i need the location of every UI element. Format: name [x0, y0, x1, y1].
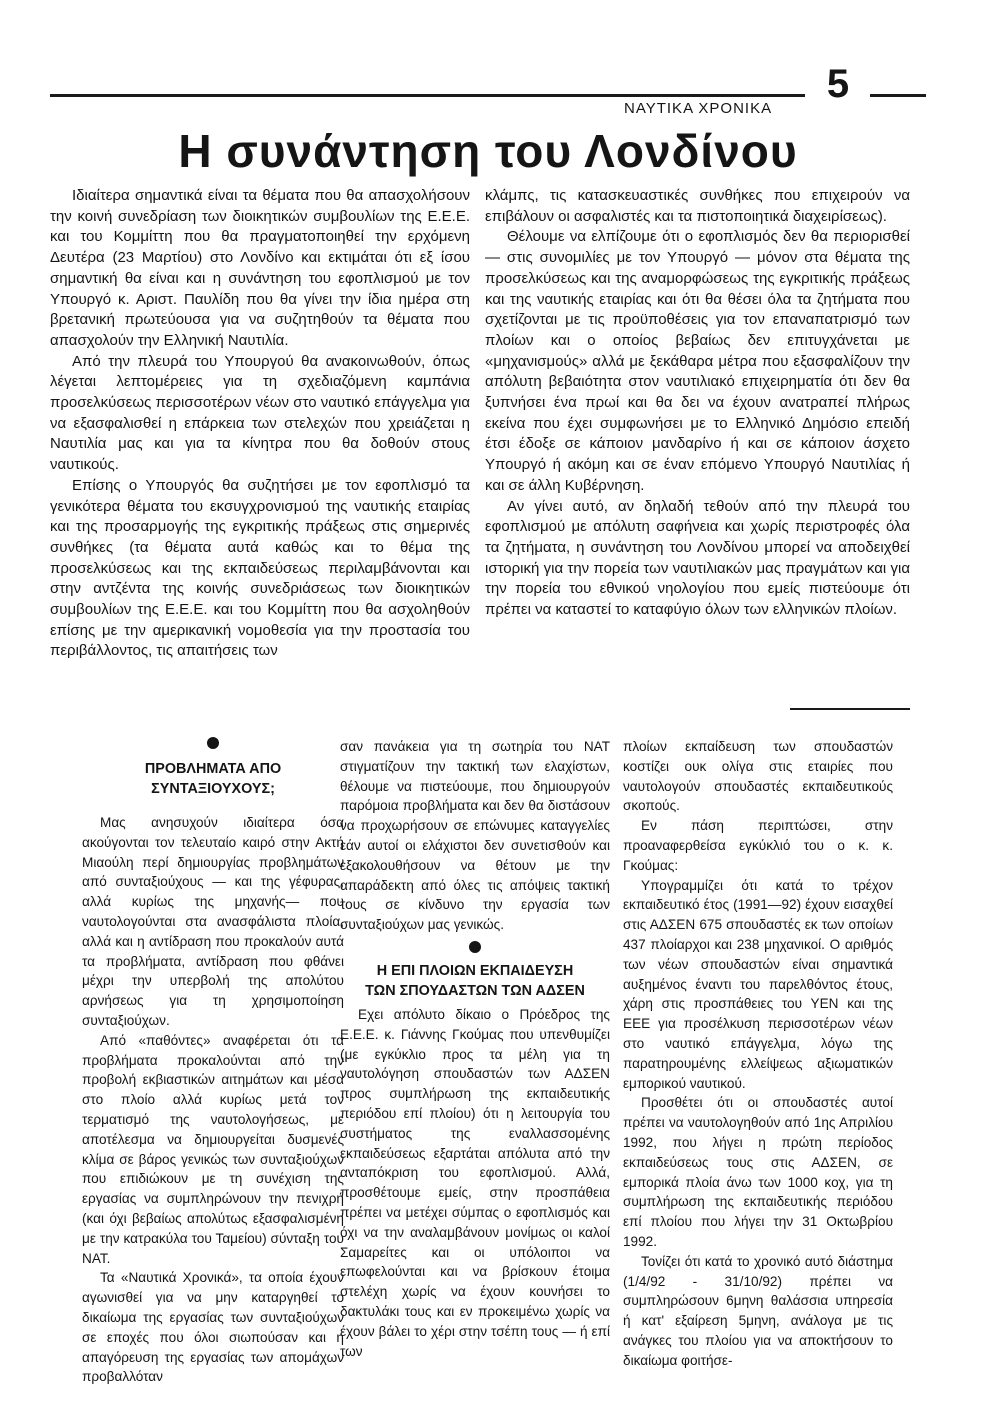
middle-column	[340, 737, 610, 1361]
lead-article-column-left	[50, 186, 470, 662]
article-paragraph: Εχει απόλυτο δίκαιο ο Πρόεδρος της Ε.Ε.Ε. κ. Γιάννης Γκούμας που υπενθυμίζει (με εγκύκλιο προς τα μέλη για τη ναυτολόγηση σπουδαστών των ΑΔΣΕΝ προς συμπλήρωση της εκπαιδευτικής περιόδου επί πλοίου) ότι η λειτουργία του συστήματος της εναλλασσομένης εκπαιδεύσεως εξαρτάται απόλυτα από την ανταπόκριση του εφοπλισμού. Αλλά, προσθέτουμε εμείς, στην προσπάθεια πρέπει να μετέχει σύμπας ο εφοπλισμός και όχι να την αναλαμβάνουν μονίμως οι καλοί Σαμαρείτες και οι υπόλοιποι να επωφελούνται και να βρίσκουν έτοιμα στελέχη χωρίς να έχουν κουνήσει το δακτυλάκι τους και εν προκειμένω χωρίς να έχουν βάλει το χέρι στην τσέπη τους — ή επί των	[340, 1006, 610, 1359]
section-heading-pensioners	[82, 759, 344, 799]
article-paragraph: Θέλουμε να ελπίζουμε ότι ο εφοπλισμός δεν θα περιορισθεί — στις συνομιλίες με τον Υπουργό — μόνον στα θέματα της προσελκύσεως και της αναμορφώσεως της εγκριτικής πράξεως και της ναυτικής εταιρίας και ότι θα θέσει όλα τα ζητήματα που σχετίζονται με τις προϋποθέσεις για τον επαναπατρισμό των πλοίων και ο οποίος βεβαίως δεν επιτυγχάνεται με «μηχανισμούς» αλλά με ξεκάθαρα μέτρα που εξασφαλίζουν την απόλυτη βεβαιότητα στον ναυτιλιακό επιχειρηματία ότι δεν θα ξυπνήσει ένα πρωί και θα δει να έχουν ανατραπεί πλήρως εκείνα που έχει συμφωνήσει με το Ελληνικό Δημόσιο επειδή έτσι έδοξε σε κάποιον μανδαρίνο ή και σε κάποιον άσχετο Υπουργό ή ακόμη και σε έναν επόμενο Υπουργό Ναυτιλίας ή και σε άλλη Κυβέρνηση.	[485, 228, 910, 494]
article-paragraph: Από «παθόντες» αναφέρεται ότι τα προβλήματα προκαλούνται από την προβολή εκβιαστικών αιτημάτων και μέσα στο πλοίο αλλά κυρίως μετά τον τερματισμό της ναυτολογήσεως, με αποτέλεσμα να δημιουργείται δυσμενές κλίμα σε βάρος γενικώς των συνταξιούχων που επιδιώκουν με τη συνέχιση της εργασίας να συμπληρώνουν την πενιχρή (και όχι βεβαίως απολύτως εξασφαλισμένη με την κατρακύλα του Ταμείου) σύνταξη του ΝΑΤ.	[82, 1032, 344, 1266]
section-heading-cadets	[340, 961, 610, 1001]
article-paragraph: Εν πάση περιπτώσει, στην προαναφερθείσα εγκύκλιό του ο κ. κ. Γκούμας:	[623, 818, 893, 873]
section-heading-line: Η ΕΠΙ ΠΛΟΙΩΝ ΕΚΠΑΙΔΕΥΣΗ	[376, 962, 574, 979]
article-paragraph: Τονίζει ότι κατά το χρονικό αυτό διάστημα (1/4/92 - 31/10/92) πρέπει να συμπληρώσουν 6μηνη θαλάσσια υπηρεσία ή κατ' εξαίρεση 5μηνη, ανάλογα με τις ανάγκες του πλοίου για να αποκτήσουν το δικαίωμα φοιτήσε-	[623, 1253, 893, 1368]
article-paragraph: πλοίων εκπαίδευση των σπουδαστών κοστίζει ουκ ολίγα στις εταιρίες που ναυτολογούν σπουδαστές εκπαιδευτικούς σκοπούς.	[623, 739, 893, 814]
section-heading-line: ΤΩΝ ΣΠΟΥΔΑΣΤΩΝ ΤΩΝ ΑΔΣΕΝ	[365, 982, 585, 999]
article-paragraph: Επίσης ο Υπουργός θα συζητήσει με τον εφοπλισμό τα γενικότερα θέματα του εκσυγχρονισμού της ναυτικής εταιρίας και της προσαρμογής της εγκριτικής πράξεως στις σημερινές συνθήκες (τα θέματα αυτά καθώς και το θέμα της προσελκύσεως και της εκπαιδεύσεως περιλαμβάνονται και στην αντζέντα της κοινής συνεδριάσεως των διοικητικών συμβουλίων της Ε.Ε.Ε. και του Κομμίττη που θα ασχοληθούν επίσης με την αμερικανική νομοθεσία για την προστασία του περιβάλλοντος, τις απαιτήσεις των	[50, 476, 470, 660]
article-paragraph: Ιδιαίτερα σημαντικά είναι τα θέματα που θα απασχολήσουν την κοινή συνεδρίαση των διοικητικών συμβουλίων της Ε.Ε.Ε. και του Κομμίττη που θα πραγματοποιηθεί την ερχόμενη Δευτέρα (23 Μαρτίου) στο Λονδίνο και εκτιμάται ότι εξ ίσου σημαντική θα είναι και η συνάντηση του εφοπλισμού με τον Υπουργό κ. Αριστ. Παυλίδη που θα γίνει την ίδια ημέρα στη βρετανική πρωτεύουσα για να συζητηθούν τα θέματα που απασχολούν την Ελληνική Ναυτιλία.	[50, 187, 470, 349]
cadets-column	[623, 737, 893, 1371]
header-rule	[50, 94, 805, 97]
article-paragraph: Προσθέτει ότι οι σπουδαστές αυτοί πρέπει να ναυτολογηθούν από 1ης Απριλίου 1992, που λήγει η πρώτη περίοδος εκπαιδεύσεως τους στις ΑΔΣΕΝ, σε εμπορικά πλοία άνω των 1000 κοχ, για τη συμπλήρωση της εκπαιδευτικής περιόδου επί πλοίου που λήγει την 31 Οκτωβρίου 1992.	[623, 1095, 893, 1249]
article-paragraph: Μας ανησυχούν ιδιαίτερα όσα ακούγονται τον τελευταίο καιρό στην Ακτή Μιαούλη περί δημιουργίας προβλημάτων από συνταξιούχους — και της γέφυρας, αλλά κυρίως της μηχανής— που ναυτολογούνται στα ανασφάλιστα πλοία, αλλά και η αντίδραση που προκαλούν αυτά τα προβλήματα, αντίδραση που φθάνει μέχρι την υπερβολή της απολύτου αρνήσεως για τη χρησιμοποίηση συνταξιούχων.	[82, 815, 344, 1028]
article-paragraph: Από την πλευρά του Υπουργού θα ανακοινωθούν, όπως λέγεται λεπτομέρειες για τη σχεδιαζόμενη καμπάνια προσελκύσεως περισσοτέρων νέων στο ναυτικό επάγγελμα για να εξασφαλισθεί η επάρκεια των στελεχών που χρειάζεται η Ναυτιλία μας και για τα κίνητρα που θα δοθούν στους ναυτικούς.	[50, 352, 470, 474]
article-paragraph: Τα «Ναυτικά Χρονικά», τα οποία έχουν αγωνισθεί για να μην καταργηθεί το δικαίωμα της εργασίας των συνταξιούχων σε εποχές που όλοι σιωπούσαν και η απαγόρευση της εργασίας των απομάχων προβαλλόταν	[82, 1270, 344, 1385]
article-paragraph: Αν γίνει αυτό, αν δηλαδή τεθούν από την πλευρά του εφοπλισμού με απόλυτη σαφήνεια και χωρίς περιστροφές όλα τα ζητήματα, η συνάντηση του Λονδίνου μπορεί να αποδειχθεί ιστορική για την πορεία των ναυτιλιακών μας πραγμάτων και για την πορεία του εθνικού νηολογίου που εμείς πιστεύουμε ότι πρέπει να καταστεί το καταφύγιο όλων των ελληνικών πλοίων.	[485, 497, 910, 619]
header-rule-right	[870, 94, 926, 97]
newspaper-name: ΝΑΥΤΙΚΑ ΧΡΟΝΙΚΑ	[624, 100, 773, 117]
article-end-rule	[790, 708, 910, 710]
article-paragraph: σαν πανάκεια για τη σωτηρία του ΝΑΤ στιγματίζουν την τακτική των ελαχίστων, θέλουμε να πιστεύουμε, που δημιουργούν παρόμοια προβλήματα και δεν θα διστάσουν να προχωρήσουν σε επώνυμες καταγγελίες εάν αυτοί οι ελάχιστοι δεν συνετισθούν και εξακολουθήσουν να θέτουν με την απαράδεκτη από όλες τις απόψεις τακτική τους σε κίνδυνο την εργασία των συνταξιούχων μας γενικώς.	[340, 739, 610, 933]
section-heading-line: ΣΥΝΤΑΞΙΟΥΧΟΥΣ;	[151, 781, 275, 797]
pensioners-column	[82, 737, 344, 1387]
article-paragraph: κλάμπς, τις κατασκευαστικές συνθήκες που επιχειρούν να επιβάλουν οι ασφαλιστές και τα πιστοποιητικά διαχειρίσεως).	[485, 187, 910, 225]
section-bullet	[207, 737, 219, 749]
lead-article-column-right	[485, 186, 910, 621]
section-heading-line: ΠΡΟΒΛΗΜΑΤΑ ΑΠΟ	[144, 761, 282, 777]
article-paragraph: Υπογραμμίζει ότι κατά το τρέχον εκπαιδευτικό έτος (1991—92) έχουν εισαχθεί στις ΑΔΣΕΝ 675 σπουδαστές εκ των οποίων 437 πλοίαρχοι και 238 μηχανικοί. Ο αριθμός των νέων σπουδαστών είναι σημαντικά αυξημένος έναντι του παρελθόντος έτους, χάρη στις προσπάθειες του ΥΕΝ και της ΕΕΕ για προσέλκυση περισσοτέρων νέων στο ναυτικό επάγγελμα, λόγω της παρατηρουμένης ελλείψεως αξιωματικών εμπορικού ναυτικού.	[623, 877, 893, 1091]
page-number: 5	[826, 62, 850, 106]
section-bullet	[469, 941, 481, 953]
headline: Η συνάντηση του Λονδίνου	[178, 125, 798, 177]
